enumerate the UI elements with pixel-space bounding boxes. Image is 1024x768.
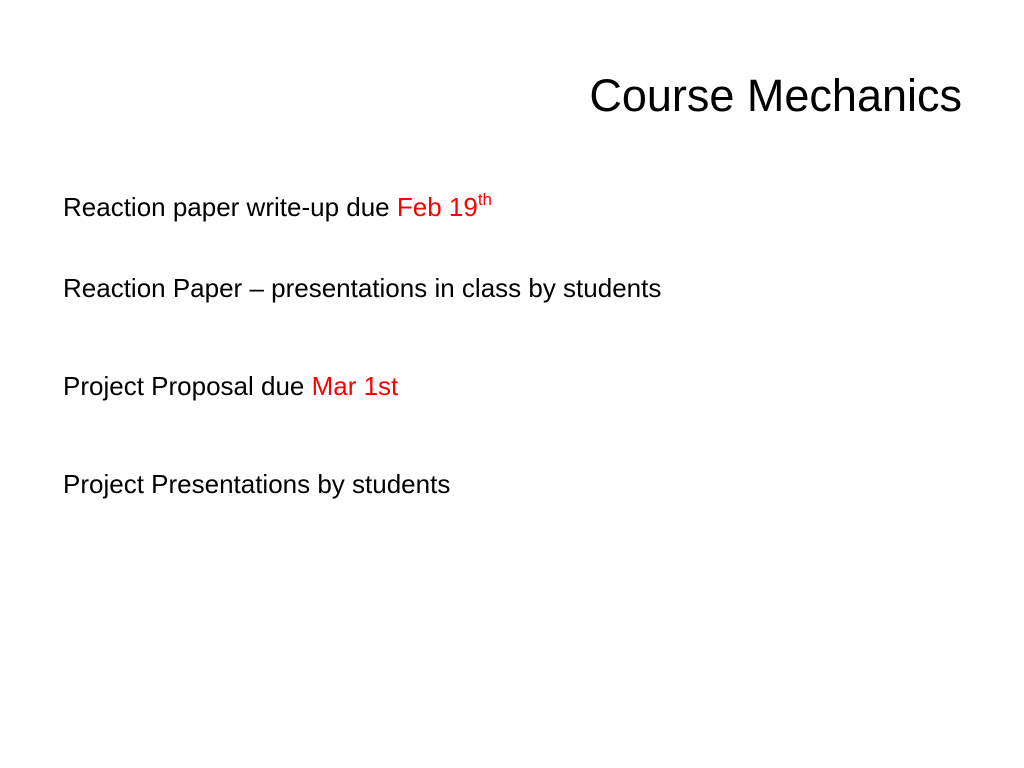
bullet-project-presentations <box>63 467 450 501</box>
bullet-project-proposal-due <box>63 369 398 403</box>
bullet-text: Reaction Paper – presentations in class by students <box>63 273 662 303</box>
bullet-text: Reaction paper write-up due <box>63 192 397 222</box>
due-date-highlight: Feb 19 <box>396 192 478 222</box>
bullet-reaction-paper-due <box>63 190 492 228</box>
bullet-text: Project Presentations by students <box>63 469 451 499</box>
bullet-reaction-paper-presentations <box>63 271 661 305</box>
bullet-text: Project Proposal due <box>63 371 312 401</box>
due-date-superscript: th <box>477 190 493 209</box>
due-date-highlight: Mar 1st <box>311 371 399 401</box>
slide-title: Course Mechanics <box>589 70 962 121</box>
